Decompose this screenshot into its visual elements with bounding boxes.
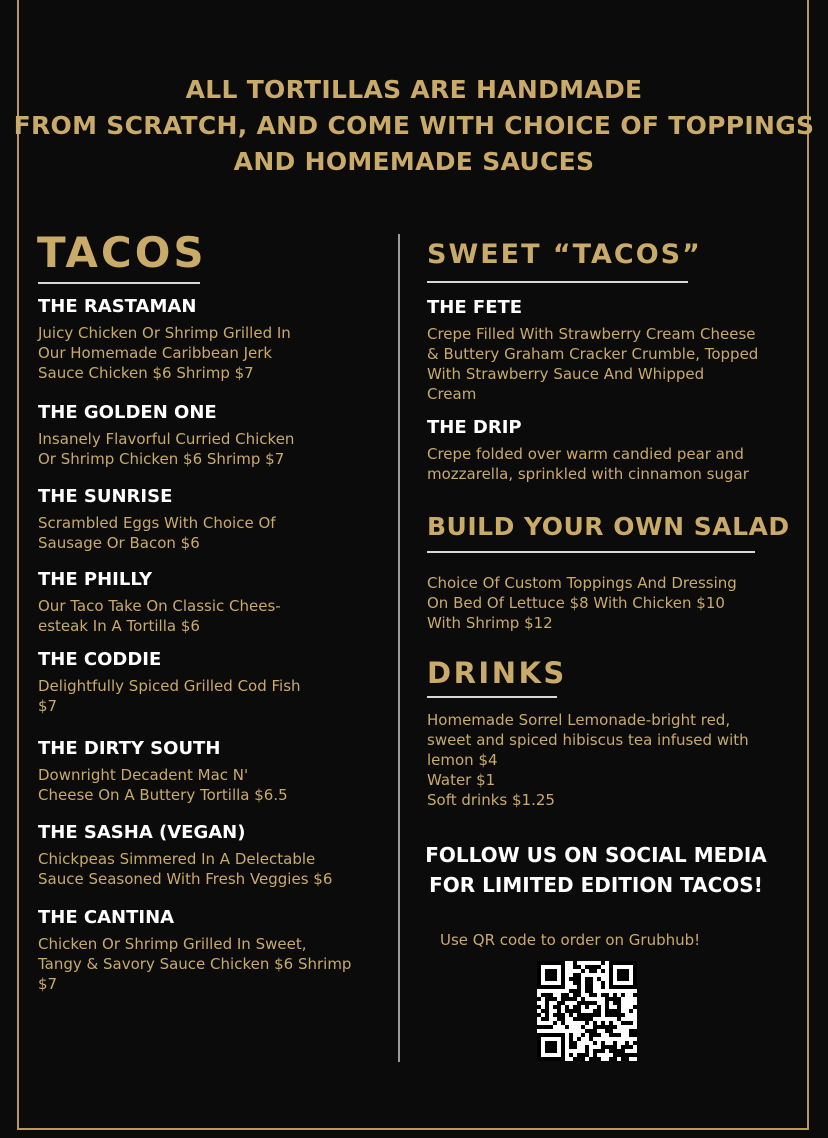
menu-item-desc: Crepe Filled With Strawberry Cream Cheese & Buttery Graham Cracker Crumble, Topped With Strawberry Sauce And Whipped Cream (427, 325, 759, 403)
drinks-desc: Homemade Sorrel Lemonade-bright red, sweet and spiced hibiscus tea infused with lemon $4 Water $1 Soft drinks $1.25 (427, 711, 749, 809)
menu-item-desc: Insanely Flavorful Curried Chicken Or Shrimp Chicken $6 Shrimp $7 (38, 430, 295, 468)
menu-item-desc: Delightfully Spiced Grilled Cod Fish $7 (38, 677, 301, 715)
tacos-title-underline (38, 282, 200, 284)
intro-line: FROM SCRATCH, AND COME WITH CHOICE OF TOPPINGS (13, 111, 815, 140)
salad-title-underline (427, 551, 755, 553)
menu-item-desc: Downright Decadent Mac N' Cheese On A Buttery Tortilla $6.5 (38, 766, 288, 804)
sweet-tacos-section-title: SWEET “TACOS” (427, 239, 702, 270)
menu-item-desc: Scrambled Eggs With Choice Of Sausage Or Bacon $6 (38, 514, 276, 552)
column-divider (398, 234, 400, 1062)
social-media-callout (400, 840, 792, 900)
sweet-title-underline (427, 281, 688, 283)
menu-item-name: THE RASTAMAN (38, 296, 197, 317)
intro-line: AND HOMEMADE SAUCES (233, 147, 595, 176)
menu-item-name: THE CANTINA (38, 907, 175, 928)
salad-section-title: BUILD YOUR OWN SALAD (427, 512, 790, 541)
menu-item-desc: Chicken Or Shrimp Grilled In Sweet, Tangy & Savory Sauce Chicken $6 Shrimp $7 (38, 935, 352, 993)
menu-item-desc: Crepe folded over warm candied pear and mozzarella, sprinkled with cinnamon sugar (427, 445, 749, 483)
intro-line: ALL TORTILLAS ARE HANDMADE (185, 75, 643, 104)
menu-item-name: THE CODDIE (38, 649, 162, 670)
social-line: FOLLOW US ON SOCIAL MEDIA (425, 843, 767, 867)
intro-banner (0, 72, 828, 180)
salad-desc: Choice Of Custom Toppings And Dressing On Bed Of Lettuce $8 With Chicken $10 With Shrimp $12 (427, 574, 737, 632)
menu-item-name: THE SASHA (VEGAN) (38, 822, 246, 843)
drinks-section-title: DRINKS (427, 656, 567, 690)
menu-item-name: THE SUNRISE (38, 486, 173, 507)
menu-item-name: THE GOLDEN ONE (38, 402, 217, 423)
tacos-section-title: TACOS (37, 228, 207, 277)
menu-item-name: THE DRIP (427, 417, 522, 438)
menu-item-desc: Chickpeas Simmered In A Delectable Sauce Seasoned With Fresh Veggies $6 (38, 850, 333, 888)
social-line: FOR LIMITED EDITION TACOS! (429, 873, 763, 897)
qr-code-icon[interactable] (536, 961, 638, 1061)
qr-order-text: Use QR code to order on Grubhub! (440, 931, 701, 949)
menu-item-name: THE DIRTY SOUTH (38, 738, 221, 759)
drinks-title-underline (427, 696, 557, 698)
menu-item-name: THE FETE (427, 297, 523, 318)
menu-item-desc: Juicy Chicken Or Shrimp Grilled In Our Homemade Caribbean Jerk Sauce Chicken $6 Shrimp $7 (38, 324, 291, 382)
menu-item-name: THE PHILLY (38, 569, 153, 590)
menu-item-desc: Our Taco Take On Classic Chees- esteak In A Tortilla $6 (38, 597, 281, 635)
